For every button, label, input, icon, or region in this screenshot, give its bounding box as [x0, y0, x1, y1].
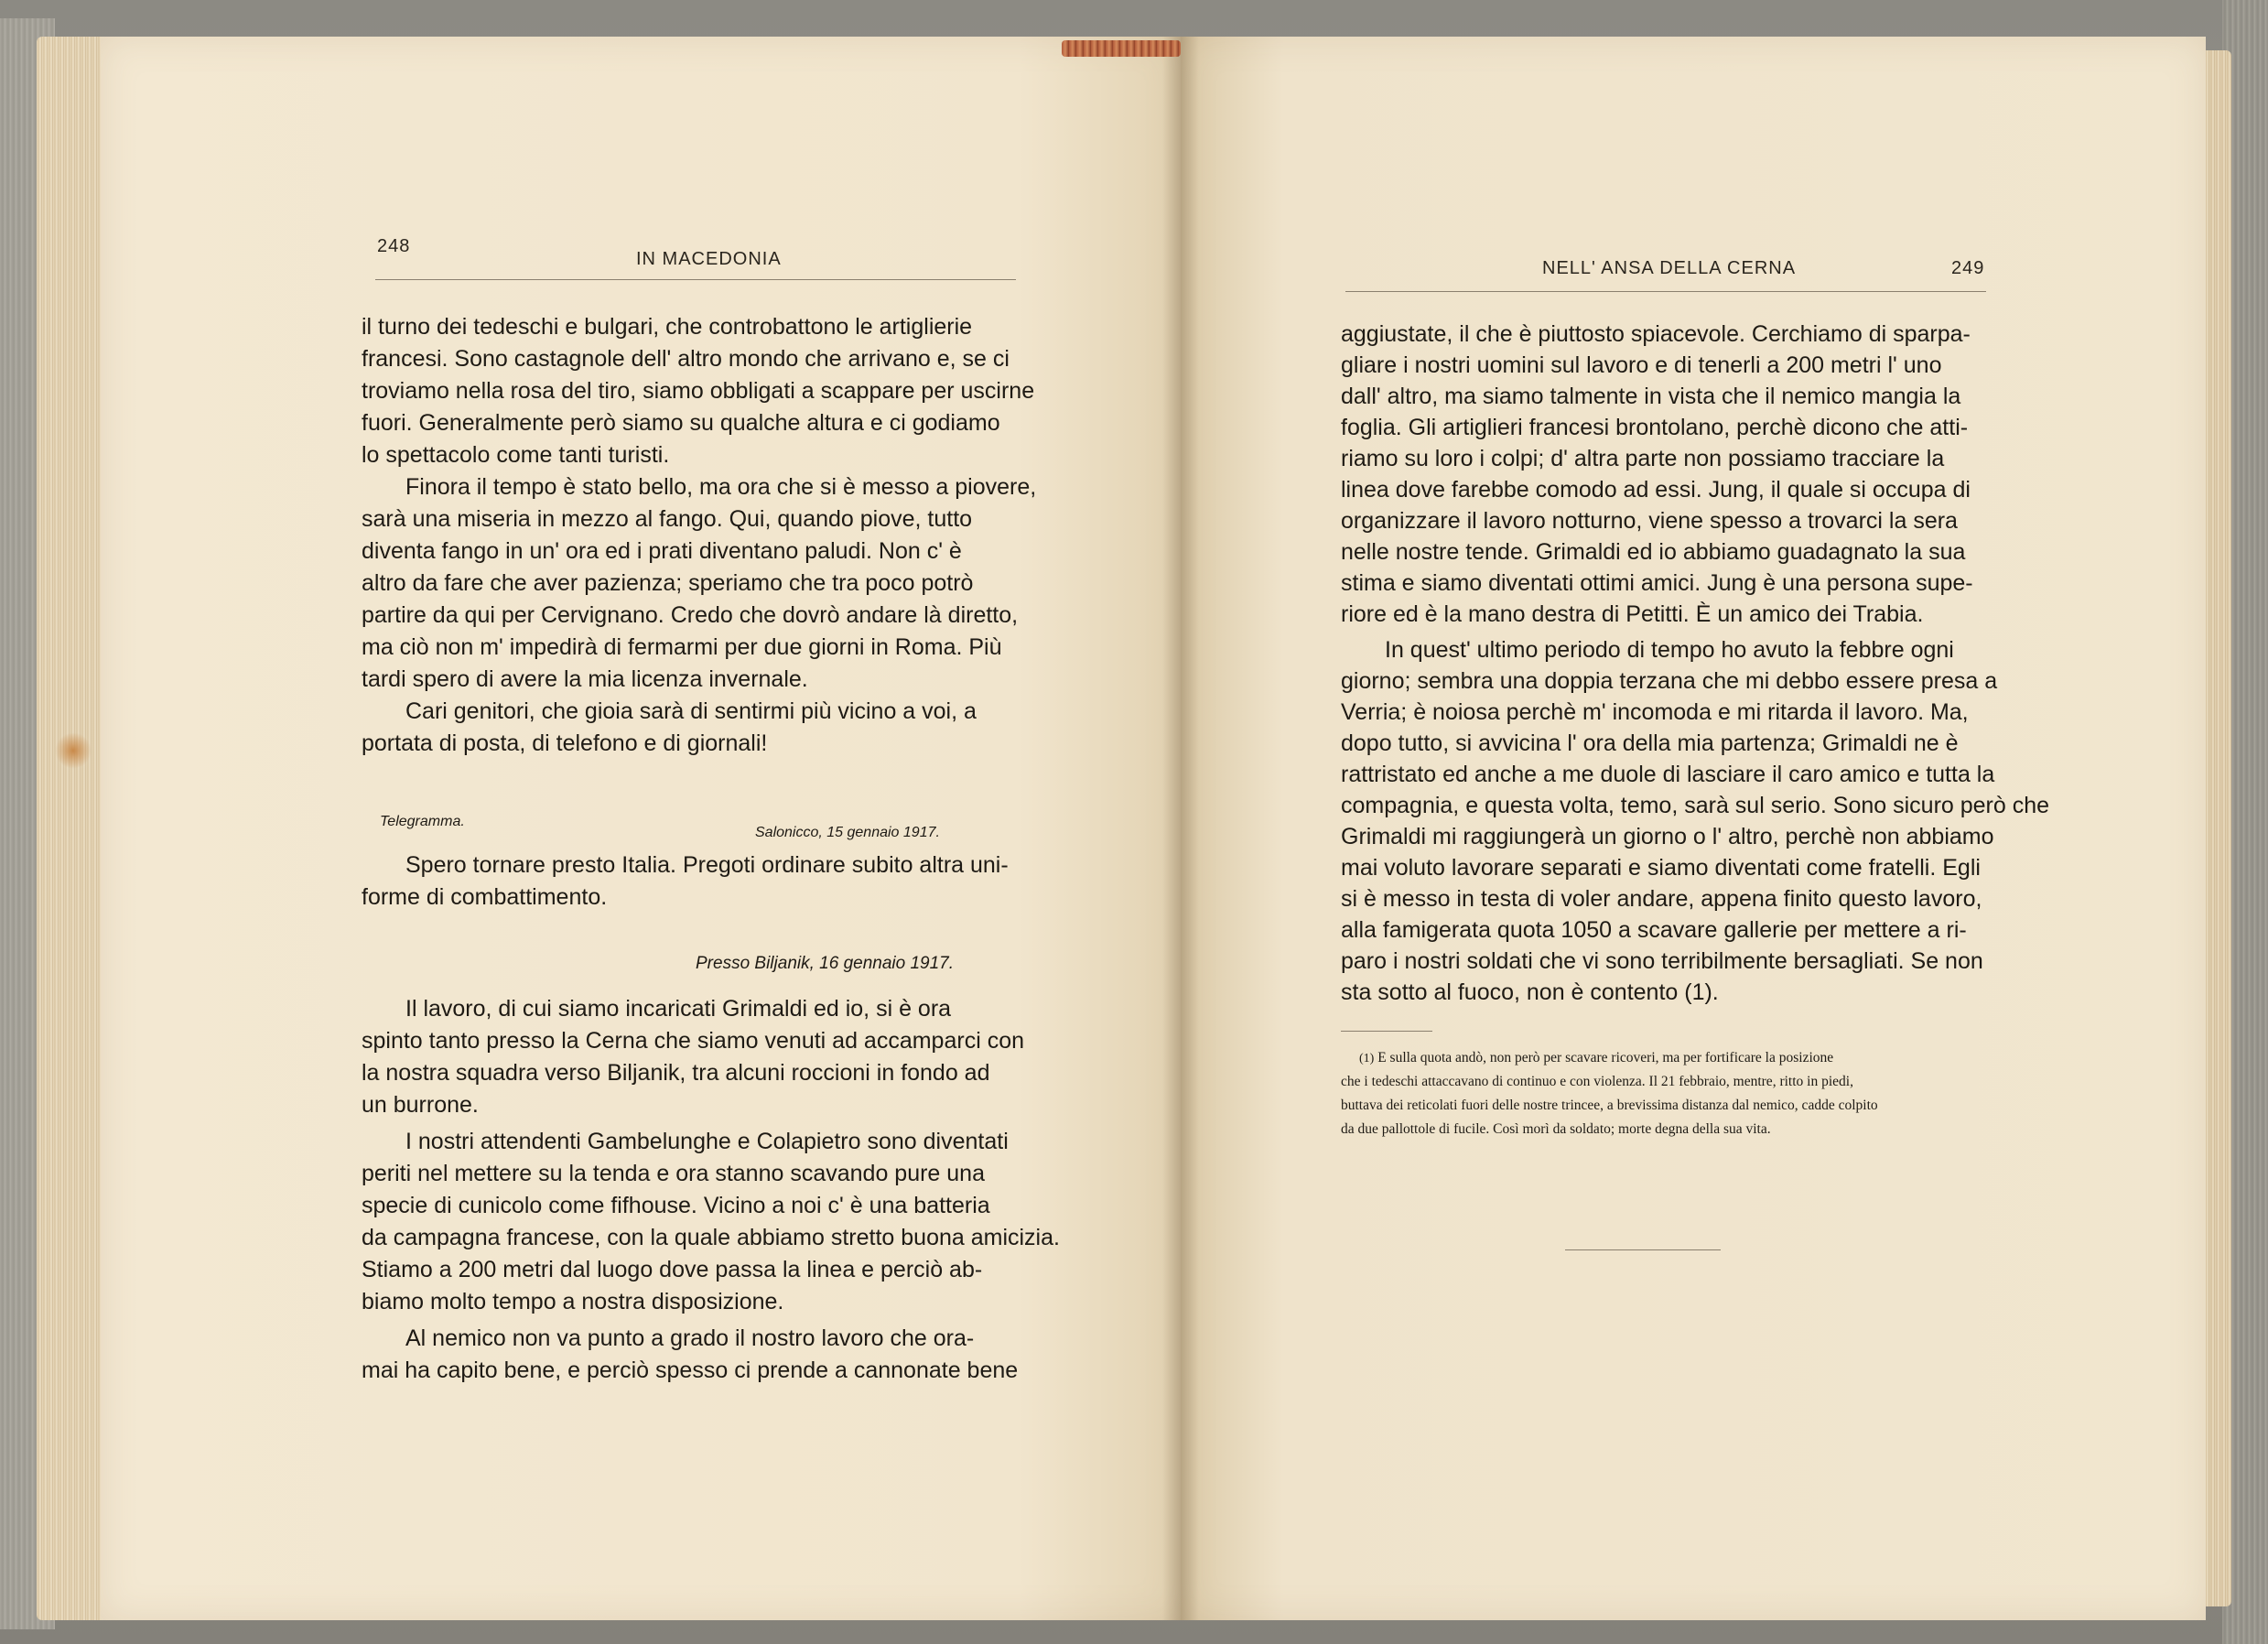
right-header-rule	[1345, 291, 1986, 292]
right-page-number: 249	[1951, 258, 1985, 278]
text-line: fuori. Generalmente però siamo su qualche altura e ci godiamo	[362, 410, 1000, 436]
left-page-number: 248	[377, 236, 411, 256]
text-line: Verria; è noiosa perchè m' incomoda e mi ritarda il lavoro. Ma,	[1341, 699, 1969, 725]
text-line: Il lavoro, di cui siamo incaricati Grimaldi ed io, si è ora	[405, 996, 952, 1022]
text-line: paro i nostri soldati che vi sono terribilmente bersagliati. Se non	[1341, 948, 1983, 974]
text-line: sta sotto al fuoco, non è contento (1).	[1341, 979, 1719, 1005]
text-line: dopo tutto, si avvicina l' ora della mia partenza; Grimaldi ne è	[1341, 730, 1959, 756]
text-line: dall' altro, ma siamo talmente in vista che il nemico mangia la	[1341, 384, 1961, 409]
text-line: si è messo in testa di voler andare, appena finito questo lavoro,	[1341, 886, 1982, 912]
telegram-label: Telegramma.	[380, 814, 465, 829]
left-running-head: IN MACEDONIA	[636, 249, 782, 269]
text-line: periti nel mettere su la tenda e ora stanno scavando pure una	[362, 1161, 985, 1186]
text-line: compagnia, e questa volta, temo, sarà sul serio. Sono sicuro però che	[1341, 793, 2050, 818]
text-line: Grimaldi mi raggiungerà un giorno o l' altro, perchè non abbiamo	[1341, 824, 1994, 849]
right-running-head: NELL' ANSA DELLA CERNA	[1542, 258, 1797, 278]
text-line: gliare i nostri uomini sul lavoro e di tenerli a 200 metri l' uno	[1341, 352, 1942, 378]
footnote-marker: (1)	[1359, 1052, 1375, 1065]
text-line: il turno dei tedeschi e bulgari, che controbattono le artiglierie	[362, 314, 973, 340]
text-line: sarà una miseria in mezzo al fango. Qui, quando piove, tutto	[362, 506, 973, 532]
text-line: nelle nostre tende. Grimaldi ed io abbiamo guadagnato la sua	[1341, 539, 1966, 565]
footnote-line: da due pallottole di fucile. Così morì da soldato; morte degna della sua vita.	[1341, 1121, 1771, 1137]
text-line: aggiustate, il che è piuttosto spiacevole. Cerchiamo di sparpa-	[1341, 321, 1971, 347]
text-line: Finora il tempo è stato bello, ma ora che si è messo a piovere,	[405, 474, 1037, 500]
text-line: diventa fango in un' ora ed i prati diventano paludi. Non c' è	[362, 538, 962, 564]
text-line: organizzare il lavoro notturno, viene spesso a trovarci la sera	[1341, 508, 1958, 534]
text-line: biamo molto tempo a nostra disposizione.	[362, 1289, 784, 1314]
book-gutter	[1162, 37, 1199, 1620]
text-line: foglia. Gli artiglieri francesi brontolano, perchè dicono che atti-	[1341, 415, 1969, 440]
text-line: partire da qui per Cervignano. Credo che dovrò andare là diretto,	[362, 602, 1019, 628]
text-line: Spero tornare presto Italia. Pregoti ordinare subito altra uni-	[405, 852, 1009, 878]
letter-dateline: Presso Biljanik, 16 gennaio 1917.	[696, 954, 955, 973]
text-line: un burrone.	[362, 1092, 479, 1118]
text-line: stima e siamo diventati ottimi amici. Jung è una persona supe-	[1341, 570, 1973, 596]
text-line: rattristato ed anche a me duole di lasciare il caro amico e tutta la	[1341, 762, 1995, 787]
text-line: altro da fare che aver pazienza; speriamo che tra poco potrò	[362, 570, 974, 596]
text-line: riamo su loro i colpi; d' altra parte non possiamo tracciare la	[1341, 446, 1945, 471]
text-line: da campagna francese, con la quale abbiamo stretto buona amicizia.	[362, 1225, 1060, 1250]
footnote-line	[1359, 1046, 1833, 1071]
text-line: specie di cunicolo come fifhouse. Vicino a noi c' è una batteria	[362, 1193, 990, 1218]
text-line: francesi. Sono castagnole dell' altro mondo che arrivano e, se ci	[362, 346, 1010, 372]
text-line: Al nemico non va punto a grado il nostro lavoro che ora-	[405, 1325, 975, 1351]
text-line: alla famigerata quota 1050 a scavare gallerie per mettere a ri-	[1341, 917, 1967, 943]
left-header-rule	[375, 279, 1016, 280]
text-line: linea dove farebbe comodo ad essi. Jung, il quale si occupa di	[1341, 477, 1971, 503]
text-line: In quest' ultimo periodo di tempo ho avuto la febbre ogni	[1385, 637, 1954, 663]
text-line: tardi spero di avere la mia licenza invernale.	[362, 666, 808, 692]
footnote-text: E sulla quota andò, non però per scavare ricoveri, ma per fortificare la posizione	[1377, 1050, 1834, 1065]
text-line: I nostri attendenti Gambelunghe e Colapietro sono diventati	[405, 1129, 1009, 1154]
text-line: Cari genitori, che gioia sarà di sentirmi più vicino a voi, a	[405, 698, 977, 724]
text-line: Stiamo a 200 metri dal luogo dove passa la linea e perciò ab-	[362, 1257, 983, 1282]
text-line: riore ed è la mano destra di Petitti. È un amico dei Trabia.	[1341, 601, 1924, 627]
text-line: forme di combattimento.	[362, 884, 608, 910]
page-stain	[55, 732, 92, 769]
text-line: ma ciò non m' impedirà di fermarmi per due giorni in Roma. Più	[362, 634, 1002, 660]
telegram-dateline: Salonicco, 15 gennaio 1917.	[755, 825, 940, 840]
text-line: spinto tanto presso la Cerna che siamo venuti ad accamparci con	[362, 1028, 1024, 1054]
text-line: mai ha capito bene, e perciò spesso ci prende a cannonate bene	[362, 1357, 1019, 1383]
end-rule	[1565, 1249, 1721, 1250]
text-line: lo spettacolo come tanti turisti.	[362, 442, 670, 468]
text-line: giorno; sembra una doppia terzana che mi debbo essere presa a	[1341, 668, 1998, 694]
text-line: portata di posta, di telefono e di giornali!	[362, 730, 768, 756]
footnote-line: buttava dei reticolati fuori delle nostre trincee, a brevissima distanza dal nemico, cadde colpito	[1341, 1098, 1878, 1113]
text-line: mai voluto lavorare separati e siamo diventati come fratelli. Egli	[1341, 855, 1981, 881]
footnote-line: che i tedeschi attaccavano di continuo e con violenza. Il 21 febbraio, mentre, ritto in piedi,	[1341, 1074, 1853, 1089]
text-line: la nostra squadra verso Biljanik, tra alcuni roccioni in fondo ad	[362, 1060, 990, 1086]
headband	[1062, 40, 1181, 57]
footnote-rule	[1341, 1031, 1432, 1032]
text-line: troviamo nella rosa del tiro, siamo obbligati a scappare per uscirne	[362, 378, 1035, 404]
